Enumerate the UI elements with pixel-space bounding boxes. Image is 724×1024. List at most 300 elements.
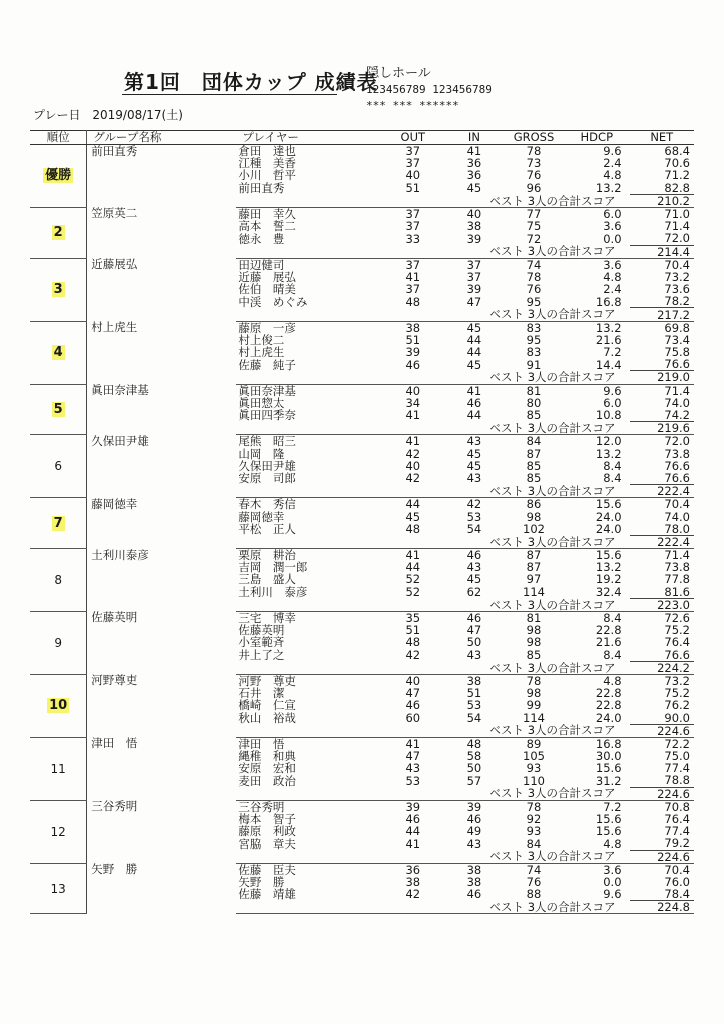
out-score: 42 bbox=[405, 648, 421, 662]
hdcp-value: 24.0 bbox=[595, 522, 622, 536]
document-title: 第1回 団体カップ 成績表 bbox=[124, 70, 378, 94]
play-date-label: プレー日 bbox=[33, 108, 81, 122]
gross-score: 73 bbox=[526, 157, 542, 170]
in-score: 36 bbox=[466, 157, 482, 170]
out-score: 33 bbox=[405, 232, 421, 245]
net-score: 74.0 bbox=[664, 396, 690, 409]
group-name: 眞田奈津基 bbox=[91, 384, 149, 398]
player-name: 田辺健司 bbox=[238, 258, 285, 271]
net-score: 77.4 bbox=[664, 825, 690, 838]
rank-cell bbox=[30, 611, 87, 674]
hdcp-value: 4.8 bbox=[603, 674, 622, 688]
team-total-score: 219.6 bbox=[630, 422, 694, 435]
gross-score: 78 bbox=[526, 800, 542, 813]
out-score: 40 bbox=[405, 674, 421, 688]
net-score: 71.4 bbox=[664, 548, 690, 562]
player-name: 前田直秀 bbox=[238, 181, 285, 195]
out-score: 39 bbox=[405, 800, 421, 813]
in-score: 39 bbox=[466, 232, 482, 245]
group-name: 河野尊吏 bbox=[91, 674, 138, 688]
gross-score: 114 bbox=[523, 585, 545, 599]
net-score: 78.8 bbox=[664, 774, 690, 788]
out-score: 53 bbox=[405, 774, 421, 788]
team-block bbox=[30, 498, 694, 549]
gross-score: 76 bbox=[526, 283, 542, 296]
best-three-label: ベスト 3人の合計スコア bbox=[236, 422, 629, 435]
player-name: 村上俊二 bbox=[238, 333, 285, 346]
player-name: 近藤 展弘 bbox=[238, 270, 296, 284]
results-table bbox=[30, 130, 694, 914]
player-name: 村上虎生 bbox=[238, 346, 285, 359]
in-score: 37 bbox=[466, 258, 482, 271]
player-name: 藤原 利政 bbox=[238, 825, 296, 838]
net-score: 75.8 bbox=[664, 346, 690, 359]
in-score: 38 bbox=[466, 863, 482, 876]
player-name: 三島 盛人 bbox=[238, 573, 296, 586]
in-score: 45 bbox=[466, 447, 482, 460]
net-score: 69.8 bbox=[664, 321, 690, 334]
out-score: 35 bbox=[405, 611, 421, 625]
player-row bbox=[30, 611, 694, 624]
player-name: 江種 美香 bbox=[238, 157, 296, 170]
best-three-label: ベスト 3人の合計スコア bbox=[236, 194, 629, 207]
in-score: 42 bbox=[466, 497, 482, 511]
rank-label: 13 bbox=[50, 881, 66, 896]
net-score: 79.2 bbox=[664, 837, 690, 850]
player-name: 眞田四季奈 bbox=[238, 408, 296, 422]
rank-label: 8 bbox=[54, 572, 62, 587]
player-name: 高本 誓二 bbox=[238, 220, 296, 233]
in-score: 45 bbox=[466, 321, 482, 334]
hdcp-value: 4.8 bbox=[603, 837, 622, 850]
col-header-net: NET bbox=[630, 131, 694, 145]
hdcp-value: 24.0 bbox=[595, 711, 622, 725]
net-score: 73.2 bbox=[664, 674, 690, 688]
in-score: 44 bbox=[466, 346, 482, 359]
team-block bbox=[30, 800, 694, 863]
team-total-score: 214.4 bbox=[630, 245, 694, 258]
out-score: 37 bbox=[405, 144, 421, 158]
rank-label: 9 bbox=[54, 635, 62, 650]
team-total-score: 222.4 bbox=[630, 535, 694, 548]
out-score: 41 bbox=[405, 270, 421, 284]
group-name: 土利川泰彦 bbox=[91, 548, 149, 562]
title-underline bbox=[122, 94, 337, 95]
col-header-gross: GROSS bbox=[504, 131, 564, 145]
out-score: 46 bbox=[405, 699, 421, 712]
in-score: 53 bbox=[466, 699, 482, 712]
net-score: 75.2 bbox=[664, 687, 690, 700]
net-score: 71.2 bbox=[664, 169, 690, 182]
net-score: 82.8 bbox=[664, 181, 690, 195]
hdcp-value: 8.4 bbox=[603, 611, 622, 625]
hdcp-value: 21.6 bbox=[595, 636, 622, 649]
net-score: 68.4 bbox=[664, 144, 690, 158]
player-row bbox=[30, 549, 694, 562]
net-score: 70.4 bbox=[664, 497, 690, 511]
hdcp-value: 16.8 bbox=[595, 295, 622, 308]
in-score: 45 bbox=[466, 181, 482, 195]
in-score: 44 bbox=[466, 408, 482, 422]
rank-label: 優勝 bbox=[45, 168, 72, 184]
gross-score: 110 bbox=[523, 774, 545, 788]
player-row bbox=[30, 435, 694, 448]
gross-score: 76 bbox=[526, 169, 542, 182]
player-name: 吉岡 潤一郎 bbox=[238, 561, 308, 574]
in-score: 57 bbox=[466, 774, 482, 788]
out-score: 40 bbox=[405, 384, 421, 397]
player-name: 津田 悟 bbox=[238, 737, 285, 750]
out-score: 39 bbox=[405, 346, 421, 359]
best-three-label: ベスト 3人の合計スコア bbox=[236, 598, 629, 611]
best-three-label: ベスト 3人の合計スコア bbox=[236, 850, 629, 863]
gross-score: 91 bbox=[526, 358, 542, 371]
gross-score: 81 bbox=[526, 384, 542, 397]
rank-cell bbox=[30, 435, 87, 498]
rank-cell bbox=[30, 863, 87, 914]
group-name: 久保田尹雄 bbox=[91, 434, 149, 448]
gross-score: 93 bbox=[526, 825, 542, 838]
gross-score: 98 bbox=[526, 624, 542, 637]
out-score: 46 bbox=[405, 812, 421, 826]
hdcp-value: 4.8 bbox=[603, 270, 622, 284]
col-header-rank: 順位 bbox=[30, 131, 87, 145]
player-name: 橋崎 仁宣 bbox=[238, 699, 296, 712]
player-row bbox=[30, 384, 694, 397]
gross-score: 74 bbox=[526, 258, 542, 271]
gross-score: 95 bbox=[526, 333, 542, 346]
hdcp-value: 9.6 bbox=[603, 384, 622, 397]
hdcp-value: 8.4 bbox=[603, 459, 622, 472]
rank-cell bbox=[30, 258, 87, 321]
out-score: 34 bbox=[405, 396, 421, 409]
out-score: 38 bbox=[405, 321, 421, 334]
player-name: 石井 潔 bbox=[238, 687, 285, 700]
net-score: 72.6 bbox=[664, 611, 690, 625]
net-score: 76.6 bbox=[664, 459, 690, 472]
in-score: 50 bbox=[466, 636, 482, 649]
in-score: 47 bbox=[466, 295, 482, 308]
net-score: 75.2 bbox=[664, 624, 690, 637]
best-three-label: ベスト 3人の合計スコア bbox=[236, 245, 629, 258]
hdcp-value: 7.2 bbox=[603, 346, 622, 359]
out-score: 41 bbox=[405, 548, 421, 562]
out-score: 37 bbox=[405, 258, 421, 271]
best-three-label: ベスト 3人の合計スコア bbox=[236, 485, 629, 498]
team-total-score: 224.8 bbox=[630, 901, 694, 914]
hdcp-value: 3.6 bbox=[603, 220, 622, 233]
in-score: 39 bbox=[466, 283, 482, 296]
hdcp-value: 22.8 bbox=[595, 687, 622, 700]
team-block bbox=[30, 674, 694, 737]
net-score: 72.0 bbox=[664, 434, 690, 448]
rank-label: 6 bbox=[54, 459, 62, 474]
net-score: 73.6 bbox=[664, 283, 690, 296]
hdcp-value: 15.6 bbox=[595, 548, 622, 562]
net-score: 77.4 bbox=[664, 762, 690, 775]
col-header-out: OUT bbox=[382, 131, 444, 145]
in-score: 46 bbox=[466, 888, 482, 901]
net-score: 70.4 bbox=[664, 863, 690, 876]
net-score: 71.4 bbox=[664, 384, 690, 397]
hdcp-value: 13.2 bbox=[595, 561, 622, 574]
in-score: 43 bbox=[466, 648, 482, 662]
out-score: 48 bbox=[405, 295, 421, 308]
gross-score: 92 bbox=[526, 812, 542, 826]
rank-cell bbox=[30, 737, 87, 800]
hdcp-value: 19.2 bbox=[595, 573, 622, 586]
rank-cell bbox=[30, 207, 87, 258]
gross-score: 76 bbox=[526, 875, 542, 889]
in-score: 36 bbox=[466, 169, 482, 182]
rank-cell bbox=[30, 674, 87, 737]
rank-label: 12 bbox=[50, 824, 66, 839]
hdcp-value: 8.4 bbox=[603, 648, 622, 662]
hdcp-value: 6.0 bbox=[603, 207, 622, 221]
in-score: 62 bbox=[466, 585, 482, 599]
out-score: 40 bbox=[405, 169, 421, 182]
in-score: 43 bbox=[466, 434, 482, 448]
gross-score: 72 bbox=[526, 232, 542, 245]
in-score: 41 bbox=[466, 384, 482, 397]
hdcp-value: 9.6 bbox=[603, 888, 622, 901]
best-three-label: ベスト 3人の合計スコア bbox=[236, 661, 629, 674]
gross-score: 105 bbox=[523, 750, 545, 763]
player-name: 藤岡徳幸 bbox=[238, 510, 285, 523]
in-score: 54 bbox=[466, 522, 482, 536]
in-score: 38 bbox=[466, 674, 482, 688]
player-name: 久保田尹雄 bbox=[238, 459, 296, 472]
player-name: 藤原 一彦 bbox=[238, 321, 296, 334]
player-name: 佐藤 純子 bbox=[238, 358, 296, 371]
out-score: 43 bbox=[405, 762, 421, 775]
player-row bbox=[30, 258, 694, 271]
net-score: 78.4 bbox=[664, 888, 690, 901]
hdcp-value: 0.0 bbox=[603, 232, 622, 245]
player-name: 三谷秀明 bbox=[238, 800, 285, 813]
in-score: 54 bbox=[466, 711, 482, 725]
gross-score: 85 bbox=[526, 648, 542, 662]
in-score: 51 bbox=[466, 687, 482, 700]
in-score: 47 bbox=[466, 624, 482, 637]
team-total-score: 222.4 bbox=[630, 485, 694, 498]
team-block bbox=[30, 611, 694, 674]
in-score: 38 bbox=[466, 875, 482, 889]
in-score: 46 bbox=[466, 548, 482, 562]
player-row bbox=[30, 800, 694, 813]
rank-label: 7 bbox=[53, 515, 63, 531]
player-name: 佐伯 晴美 bbox=[238, 283, 296, 296]
hdcp-value: 22.8 bbox=[595, 624, 622, 637]
gross-score: 98 bbox=[526, 687, 542, 700]
rank-cell bbox=[30, 321, 87, 384]
gross-score: 98 bbox=[526, 510, 542, 523]
net-score: 75.0 bbox=[664, 750, 690, 763]
gross-score: 78 bbox=[526, 270, 542, 284]
hall-phone: 123456789 123456789 bbox=[366, 83, 492, 96]
out-score: 38 bbox=[405, 875, 421, 889]
gross-score: 93 bbox=[526, 762, 542, 775]
out-score: 41 bbox=[405, 837, 421, 850]
net-score: 77.8 bbox=[664, 573, 690, 586]
out-score: 47 bbox=[405, 687, 421, 700]
team-block bbox=[30, 258, 694, 321]
net-score: 74.0 bbox=[664, 510, 690, 523]
in-score: 53 bbox=[466, 510, 482, 523]
col-header-player: プレイヤー bbox=[236, 131, 381, 145]
best-three-label: ベスト 3人の合計スコア bbox=[236, 724, 629, 737]
gross-score: 102 bbox=[523, 522, 545, 536]
out-score: 41 bbox=[405, 408, 421, 422]
out-score: 51 bbox=[405, 333, 421, 346]
hdcp-value: 8.4 bbox=[603, 471, 622, 485]
player-name: 梅本 智子 bbox=[238, 812, 296, 826]
net-score: 70.8 bbox=[664, 800, 690, 813]
gross-score: 87 bbox=[526, 447, 542, 460]
hdcp-value: 13.2 bbox=[595, 321, 622, 334]
player-name: 河野 尊吏 bbox=[238, 674, 296, 688]
gross-score: 96 bbox=[526, 181, 542, 195]
out-score: 44 bbox=[405, 497, 421, 511]
in-score: 46 bbox=[466, 611, 482, 625]
net-score: 71.0 bbox=[664, 207, 690, 221]
best-three-label: ベスト 3人の合計スコア bbox=[236, 308, 629, 321]
rank-cell bbox=[30, 498, 87, 549]
gross-score: 87 bbox=[526, 561, 542, 574]
net-score: 76.4 bbox=[664, 636, 690, 649]
hdcp-value: 30.0 bbox=[595, 750, 622, 763]
group-name: 三谷秀明 bbox=[91, 800, 138, 814]
hdcp-value: 15.6 bbox=[595, 497, 622, 511]
hdcp-value: 10.8 bbox=[595, 408, 622, 422]
hdcp-value: 31.2 bbox=[595, 774, 622, 788]
net-score: 70.6 bbox=[664, 157, 690, 170]
player-name: 安原 司郎 bbox=[238, 471, 296, 485]
out-score: 40 bbox=[405, 459, 421, 472]
gross-score: 99 bbox=[526, 699, 542, 712]
group-name: 近藤展弘 bbox=[91, 258, 138, 272]
player-name: 佐藤 靖雄 bbox=[238, 888, 296, 901]
hdcp-value: 9.6 bbox=[603, 144, 622, 158]
gross-score: 75 bbox=[526, 220, 542, 233]
rank-cell bbox=[30, 549, 87, 612]
out-score: 60 bbox=[405, 711, 421, 725]
team-total-score: 224.6 bbox=[630, 787, 694, 800]
out-score: 52 bbox=[405, 573, 421, 586]
out-score: 37 bbox=[405, 220, 421, 233]
net-score: 76.0 bbox=[664, 875, 690, 889]
in-score: 43 bbox=[466, 471, 482, 485]
player-name: 徳永 豊 bbox=[238, 232, 285, 245]
gross-score: 98 bbox=[526, 636, 542, 649]
player-name: 佐藤 臣夫 bbox=[238, 863, 296, 876]
hdcp-value: 14.4 bbox=[595, 358, 622, 371]
rank-cell bbox=[30, 145, 87, 208]
rank-label: 4 bbox=[53, 345, 63, 361]
net-score: 78.2 bbox=[664, 295, 690, 308]
group-name: 津田 悟 bbox=[91, 737, 138, 751]
team-total-score: 210.2 bbox=[630, 194, 694, 207]
in-score: 37 bbox=[466, 270, 482, 284]
out-score: 48 bbox=[405, 522, 421, 536]
player-name: 安原 宏和 bbox=[238, 762, 296, 775]
col-header-hdcp: HDCP bbox=[564, 131, 630, 145]
hdcp-value: 16.8 bbox=[595, 737, 622, 750]
out-score: 42 bbox=[405, 447, 421, 460]
rank-cell bbox=[30, 800, 87, 863]
group-name: 村上虎生 bbox=[91, 321, 138, 335]
out-score: 47 bbox=[405, 750, 421, 763]
gross-score: 84 bbox=[526, 434, 542, 448]
hall-code: *** *** ****** bbox=[366, 99, 459, 112]
net-score: 76.6 bbox=[664, 358, 690, 371]
in-score: 45 bbox=[466, 573, 482, 586]
hdcp-value: 24.0 bbox=[595, 510, 622, 523]
team-block bbox=[30, 435, 694, 498]
gross-score: 88 bbox=[526, 888, 542, 901]
player-name: 土利川 泰彦 bbox=[238, 585, 308, 599]
hdcp-value: 3.6 bbox=[603, 863, 622, 876]
col-header-group: グループ名称 bbox=[87, 131, 237, 145]
out-score: 45 bbox=[405, 510, 421, 523]
player-name: 秋山 裕哉 bbox=[238, 711, 296, 725]
net-score: 70.4 bbox=[664, 258, 690, 271]
in-score: 39 bbox=[466, 800, 482, 813]
col-header-in: IN bbox=[444, 131, 504, 145]
out-score: 44 bbox=[405, 825, 421, 838]
rank-cell bbox=[30, 384, 87, 435]
team-block bbox=[30, 145, 694, 208]
net-score: 71.4 bbox=[664, 220, 690, 233]
net-score: 73.8 bbox=[664, 561, 690, 574]
hdcp-value: 22.8 bbox=[595, 699, 622, 712]
player-name: 眞田奈津基 bbox=[238, 384, 296, 397]
gross-score: 83 bbox=[526, 321, 542, 334]
net-score: 81.6 bbox=[664, 585, 690, 599]
net-score: 72.2 bbox=[664, 737, 690, 750]
out-score: 37 bbox=[405, 283, 421, 296]
gross-score: 78 bbox=[526, 144, 542, 158]
team-block bbox=[30, 384, 694, 435]
in-score: 49 bbox=[466, 825, 482, 838]
hall-name: 隠しホール bbox=[366, 66, 431, 81]
out-score: 51 bbox=[405, 181, 421, 195]
hdcp-value: 2.4 bbox=[603, 283, 622, 296]
net-score: 76.6 bbox=[664, 648, 690, 662]
out-score: 52 bbox=[405, 585, 421, 599]
out-score: 44 bbox=[405, 561, 421, 574]
team-total-score: 224.6 bbox=[630, 850, 694, 863]
gross-score: 89 bbox=[526, 737, 542, 750]
player-name: 春木 秀信 bbox=[238, 497, 296, 511]
net-score: 73.2 bbox=[664, 270, 690, 284]
player-name: 尾熊 昭三 bbox=[238, 434, 296, 448]
team-block bbox=[30, 207, 694, 258]
hdcp-value: 6.0 bbox=[603, 396, 622, 409]
player-name: 矢野 勝 bbox=[238, 875, 285, 889]
net-score: 73.4 bbox=[664, 333, 690, 346]
out-score: 48 bbox=[405, 636, 421, 649]
player-name: 藤田 幸久 bbox=[238, 207, 296, 221]
team-total-score: 224.6 bbox=[630, 724, 694, 737]
header-row bbox=[30, 131, 694, 145]
player-name: 宮脇 章夫 bbox=[238, 837, 296, 850]
gross-score: 85 bbox=[526, 471, 542, 485]
net-score: 76.6 bbox=[664, 471, 690, 485]
in-score: 46 bbox=[466, 396, 482, 409]
player-name: 麦田 政治 bbox=[238, 774, 296, 788]
team-block bbox=[30, 863, 694, 914]
